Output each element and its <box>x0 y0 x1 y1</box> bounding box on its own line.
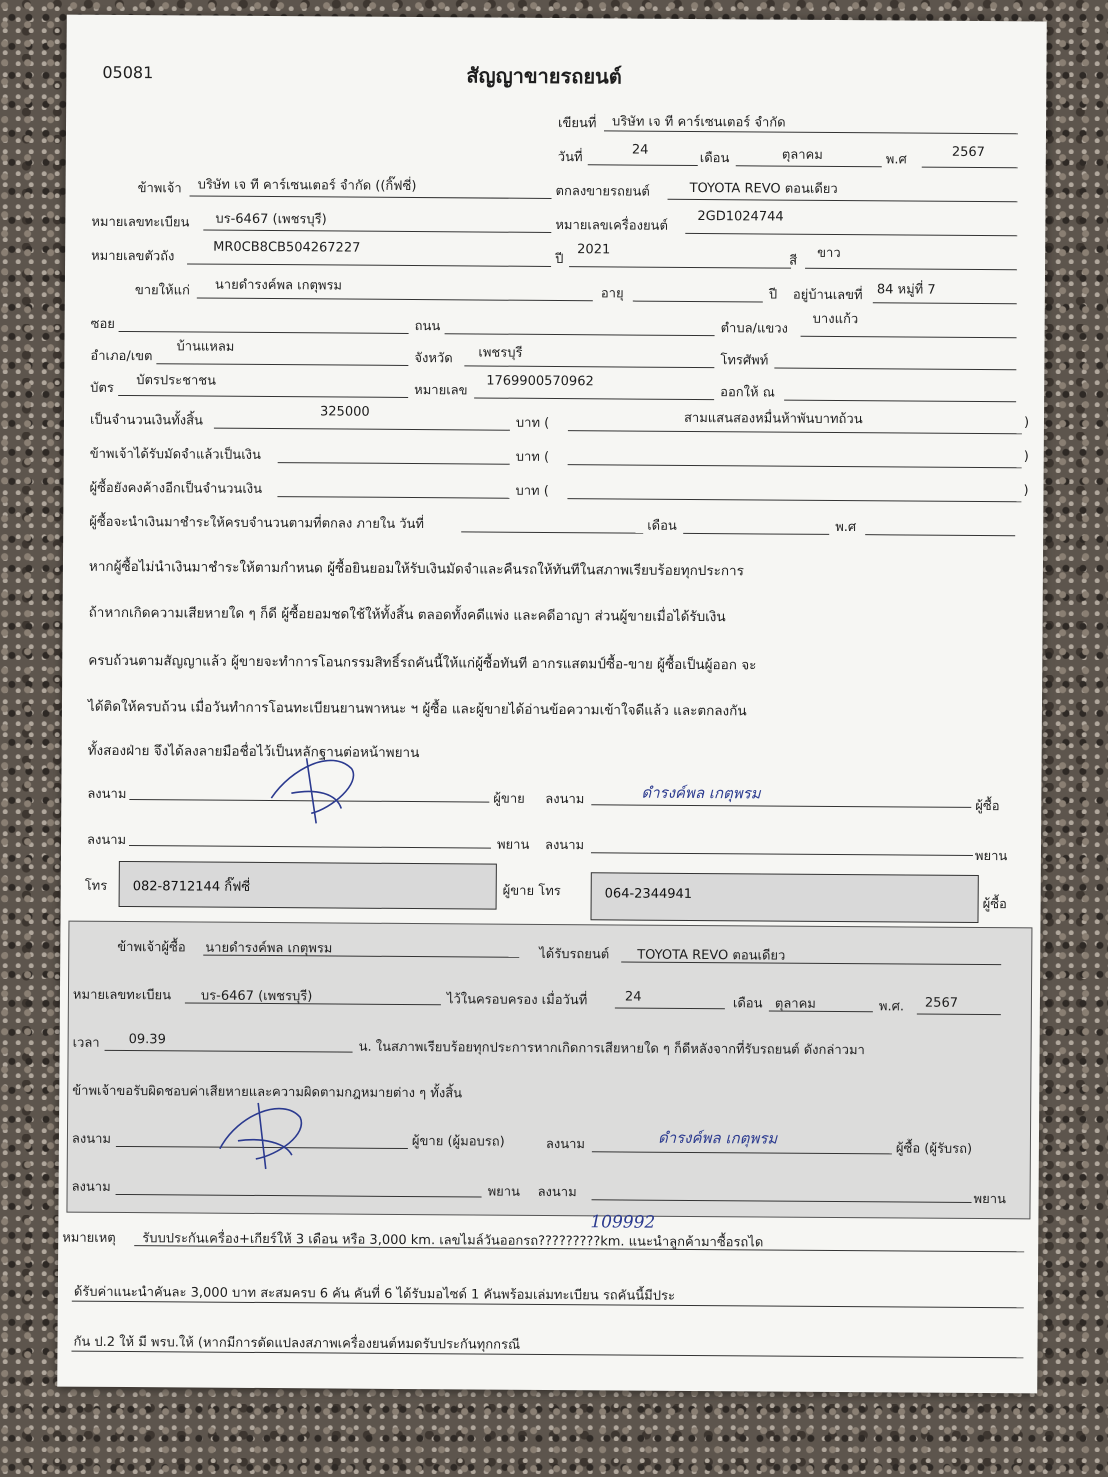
soi-label: ซอย <box>90 316 115 332</box>
age-label: อายุ <box>600 286 624 302</box>
document-title: สัญญาขายรถยนต์ <box>466 63 622 89</box>
due-year-label: พ.ศ <box>835 519 857 536</box>
receipt-buyer-signature: ดำรงค์พล เกตุพรม <box>657 1128 778 1148</box>
plate-line <box>203 230 551 233</box>
responsibility-text: ข้าพเจ้าขอรับผิดชอบค่าเสียหายและความผิดตามกฎหมายต่าง ๆ ทั้งสิ้น <box>72 1083 463 1102</box>
possession-label: ไว้ในครอบครอง เมื่อวันที่ <box>446 992 588 1009</box>
total-baht: บาท ( <box>515 415 550 431</box>
house-line <box>873 302 1017 304</box>
card-label: บัตร <box>90 380 114 396</box>
receipt-buyer-sign-line <box>592 1151 892 1154</box>
sign-label-buyer: ลงนาม <box>545 791 585 808</box>
term-line-4: ได้ติดให้ครบถ้วน เมื่อวันทำการโอนทะเบียนยานพาหนะ ฯ ผู้ซื้อ และผู้ขายได้อ่านข้อความเข้าใจดีแล้ว และตกลงกัน <box>87 698 747 720</box>
total-line <box>214 428 510 431</box>
subdistrict-value: บางแก้ว <box>812 311 859 328</box>
receipt-witness-1-line <box>116 1194 482 1198</box>
month-line <box>736 165 882 167</box>
remaining-close: ) <box>1023 483 1029 499</box>
receipt-year: 2567 <box>924 995 959 1011</box>
date-month: ตุลาคม <box>781 147 823 163</box>
color-line <box>805 268 1017 270</box>
id-number-line <box>474 397 714 400</box>
id-number-label: หมายเลข <box>414 383 468 399</box>
province-label: จังหวัด <box>414 351 453 367</box>
engine-label: หมายเลขเครื่องยนต์ <box>555 218 668 234</box>
house-value: 84 หมู่ที่ 7 <box>876 282 936 298</box>
color-label: สี <box>789 253 798 269</box>
engine-line <box>685 233 1017 236</box>
seller-line <box>190 195 552 199</box>
witness-role-2: พยาน <box>974 848 1008 865</box>
year-line <box>922 167 1018 169</box>
receipt-witness-role-2: พยาน <box>973 1191 1006 1208</box>
car-model: TOYOTA REVO ตอนเดียว <box>689 180 838 197</box>
buyer-name: นายดำรงค์พล เกตุพรม <box>214 277 343 294</box>
seller-phone-role: ผู้ขาย โทร <box>502 883 561 900</box>
receipt-seller-role: ผู้ขาย (ผู้มอบรถ) <box>411 1134 505 1150</box>
total-words-line <box>568 430 1022 434</box>
receipt-witness-2-line <box>592 1199 972 1203</box>
car-year-value: 2021 <box>577 242 611 258</box>
buyer-role: ผู้ซื้อ <box>975 798 1000 815</box>
remaining-line <box>277 496 509 499</box>
due-month-label: เดือน <box>647 518 677 534</box>
receipt-buyer-name: นายดำรงค์พล เกตุพรม <box>205 940 333 957</box>
received-label: ได้รับรถยนต์ <box>539 946 610 963</box>
year-label: พ.ศ <box>885 152 907 168</box>
receipt-month-label: เดือน <box>732 996 763 1012</box>
written-at-label: เขียนที่ <box>558 116 597 132</box>
seller-phone: 082-8712144 กิ๊ฟซี่ <box>132 879 251 895</box>
receipt-buyer-label: ข้าพเจ้าผู้ซื้อ <box>117 939 186 956</box>
due-month-line <box>683 533 829 535</box>
district-line <box>156 363 408 366</box>
remark-label: หมายเหตุ <box>62 1230 116 1246</box>
due-day-line <box>461 531 643 533</box>
receipt-condition: น. ในสภาพเรียบร้อยทุกประการหากเกิดการเสียหายใด ๆ ก็ดีหลังจากที่รับรถยนต์ ดังกล่าวมา <box>358 1039 865 1059</box>
road-label: ถนน <box>414 319 441 335</box>
car-year-line <box>569 266 791 269</box>
receipt-sign-seller-label: ลงนาม <box>71 1131 112 1147</box>
phone-line <box>774 368 1016 371</box>
term-line-2: ถ้าหากเกิดความเสียหายใด ๆ ก็ดี ผู้ซื้อยอมชดใช้ให้ทั้งสิ้น ตลอดทั้งคดีแพ่ง และคดีอาญา ส่วนผู้ขายเมื่อได้รับเงิน <box>88 604 726 626</box>
province-value: เพชรบุรี <box>478 345 523 361</box>
written-at-value: บริษัท เจ ที คาร์เซนเตอร์ จำกัด <box>612 114 786 131</box>
total-close: ) <box>1023 415 1030 431</box>
remark-line-3: กัน ป.2 ให้ มี พรบ.ให้ (หากมีการดัดแปลงสภาพเครื่องยนต์หมดรับประกันทุกกรณี <box>73 1334 521 1353</box>
remark-line-1: รับบประกันเครื่อง+เกียร์ให้ 3 เดือน หรือ 3,000 km. เลขไมล์วันออกรถ?????????km. แนะนำลูกค้ามาซื้อรถได <box>142 1231 764 1251</box>
id-number-value: 1769900570962 <box>486 373 594 390</box>
date-day: 24 <box>631 142 649 158</box>
car-year-label: ปี <box>555 252 564 268</box>
chassis-label: หมายเลขตัวถัง <box>91 248 175 265</box>
remaining-baht: บาท ( <box>515 483 549 499</box>
date-label: วันที่ <box>557 150 583 166</box>
receipt-day: 24 <box>624 989 642 1005</box>
plate-label: หมายเลขทะเบียน <box>91 214 190 231</box>
engine-value: 2GD1024744 <box>697 209 784 225</box>
receipt-sign-buyer-label: ลงนาม <box>545 1136 586 1153</box>
chassis-value: MR0CB8CB504267227 <box>213 239 361 256</box>
buyer-phone: 064-2344941 <box>604 886 693 902</box>
agree-label: ตกลงขายรถยนต์ <box>555 184 650 200</box>
deposit-words-line <box>568 464 1022 468</box>
province-line <box>464 365 714 368</box>
seller-label: ข้าพเจ้า <box>137 181 182 197</box>
date-year: 2567 <box>951 144 986 161</box>
age-unit: ปี <box>768 287 778 303</box>
receipt-sign-witness-2: ลงนาม <box>537 1184 577 1201</box>
buyer-signature: ดำรงค์พล เกตุพรม <box>641 783 761 803</box>
card-value: บัตรประชาชน <box>136 373 217 389</box>
buyer-phone-role: ผู้ซื้อ <box>982 897 1007 913</box>
due-year-line <box>865 534 1015 536</box>
deposit-line <box>278 462 510 465</box>
time-label: เวลา <box>72 1035 100 1051</box>
month-label: เดือน <box>699 151 730 167</box>
receipt-plate-label: หมายเลขทะเบียน <box>72 987 172 1004</box>
phone-label: โทรศัพท์ <box>720 353 769 369</box>
buyer-sign-line <box>591 804 971 808</box>
receipt-section <box>66 921 1032 1220</box>
card-line <box>118 395 408 398</box>
seller-phone-label: โทร <box>84 878 108 894</box>
term-line-1: หากผู้ซื้อไม่นำเงินมาชำระให้ตามกำหนด ผู้ซื้อยินยอมให้รับเงินมัดจำและคืนรถให้ทันทีในสภาพเรียบร้อยทุกประการ <box>88 558 744 580</box>
model-line <box>668 199 1018 202</box>
issued-label: ออกให้ ณ <box>720 385 775 401</box>
deposit-label: ข้าพเจ้าได้รับมัดจำแล้วเป็นเงิน <box>89 446 261 463</box>
receipt-month: ตุลาคม <box>774 996 816 1012</box>
remaining-label: ผู้ซื้อยังคงค้างอีกเป็นจำนวนเงิน <box>89 480 263 497</box>
sign-label-witness-2: ลงนาม <box>544 837 585 854</box>
house-label: อยู่บ้านเลขที่ <box>792 287 863 304</box>
plate-value: บร-6467 (เพชรบุรี) <box>215 211 327 228</box>
mileage-handwritten: 109992 <box>590 1212 656 1233</box>
age-line <box>633 301 763 303</box>
receipt-witness-role-1: พยาน <box>487 1184 521 1200</box>
district-label: อำเภอ/เขต <box>90 348 153 365</box>
term-line-3: ครบถ้วนตามสัญญาแล้ว ผู้ขายจะทำการโอนกรรมสิทธิ์รถคันนี้ให้แก่ผู้ซื้อทันที อากรแสตมป์ซื้อ-ขาย ผู้ซื้อเป็นผู้ออก จะ <box>88 652 757 674</box>
subdistrict-label: ตำบล/แขวง <box>720 321 788 337</box>
deposit-close: ) <box>1023 449 1029 465</box>
seller-role: ผู้ขาย <box>493 791 525 807</box>
receipt-buyer-role: ผู้ซื้อ (ผู้รับรถ) <box>895 1141 973 1157</box>
term-line-5: ทั้งสองฝ่าย จึงได้ลงลายมือชื่อไว้เป็นหลักฐานต่อหน้าพยาน <box>87 742 420 762</box>
receipt-time: 09.39 <box>128 1032 166 1048</box>
deposit-baht: บาท ( <box>515 449 550 465</box>
document-number: 05081 <box>102 62 154 83</box>
time-line <box>105 1050 353 1053</box>
due-label: ผู้ซื้อจะนำเงินมาชำระให้ครบจำนวนตามที่ตกลง ภายใน วันที่ <box>89 514 425 533</box>
witness-1-line <box>129 845 491 849</box>
witness-role-1: พยาน <box>496 837 530 853</box>
total-words: สามแสนสองหมื่นห้าพันบาทถ้วน <box>683 410 863 428</box>
total-label: เป็นจำนวนเงินทั้งสิ้น <box>89 412 204 429</box>
buyer-name-line <box>197 298 593 302</box>
seller-signature <box>261 738 372 829</box>
chassis-line <box>187 263 551 267</box>
receipt-sign-witness-1: ลงนาม <box>71 1179 111 1195</box>
receipt-plate: บร-6467 (เพชรบุรี) <box>200 988 313 1005</box>
color-value: ขาว <box>817 245 841 262</box>
sell-to-label: ขายให้แก่ <box>134 283 190 299</box>
remaining-words-line <box>567 498 1021 502</box>
receipt-year-line <box>917 1014 1001 1016</box>
receipt-year-label: พ.ศ. <box>878 999 905 1015</box>
seller-value: บริษัท เจ ที คาร์เซนเตอร์ จำกัด ((กิ๊ฟซี่) <box>197 177 417 195</box>
witness-2-line <box>591 852 973 856</box>
receipt-day-line <box>615 1007 725 1009</box>
sign-label-witness-1: ลงนาม <box>86 832 127 849</box>
soi-line <box>119 331 409 334</box>
sign-label-seller: ลงนาม <box>87 786 127 803</box>
district-value: บ้านแหลม <box>176 339 235 355</box>
issued-line <box>784 400 1016 403</box>
road-line <box>445 333 715 336</box>
total-value: 325000 <box>319 404 370 420</box>
day-line <box>588 164 698 166</box>
received-model: TOYOTA REVO ตอนเดียว <box>637 947 786 964</box>
subdistrict-line <box>801 336 1017 339</box>
remark-line-2: ด้รับค่าแนะนำคันละ 3,000 บาท สะสมครบ 6 คัน คันที่ 6 ได้รับมอไซด์ 1 คันพร้อมเล่มทะเบียน รถคันนี้มีประ <box>73 1284 676 1304</box>
receipt-seller-signature <box>208 1089 319 1174</box>
contract-paper <box>57 15 1047 1394</box>
